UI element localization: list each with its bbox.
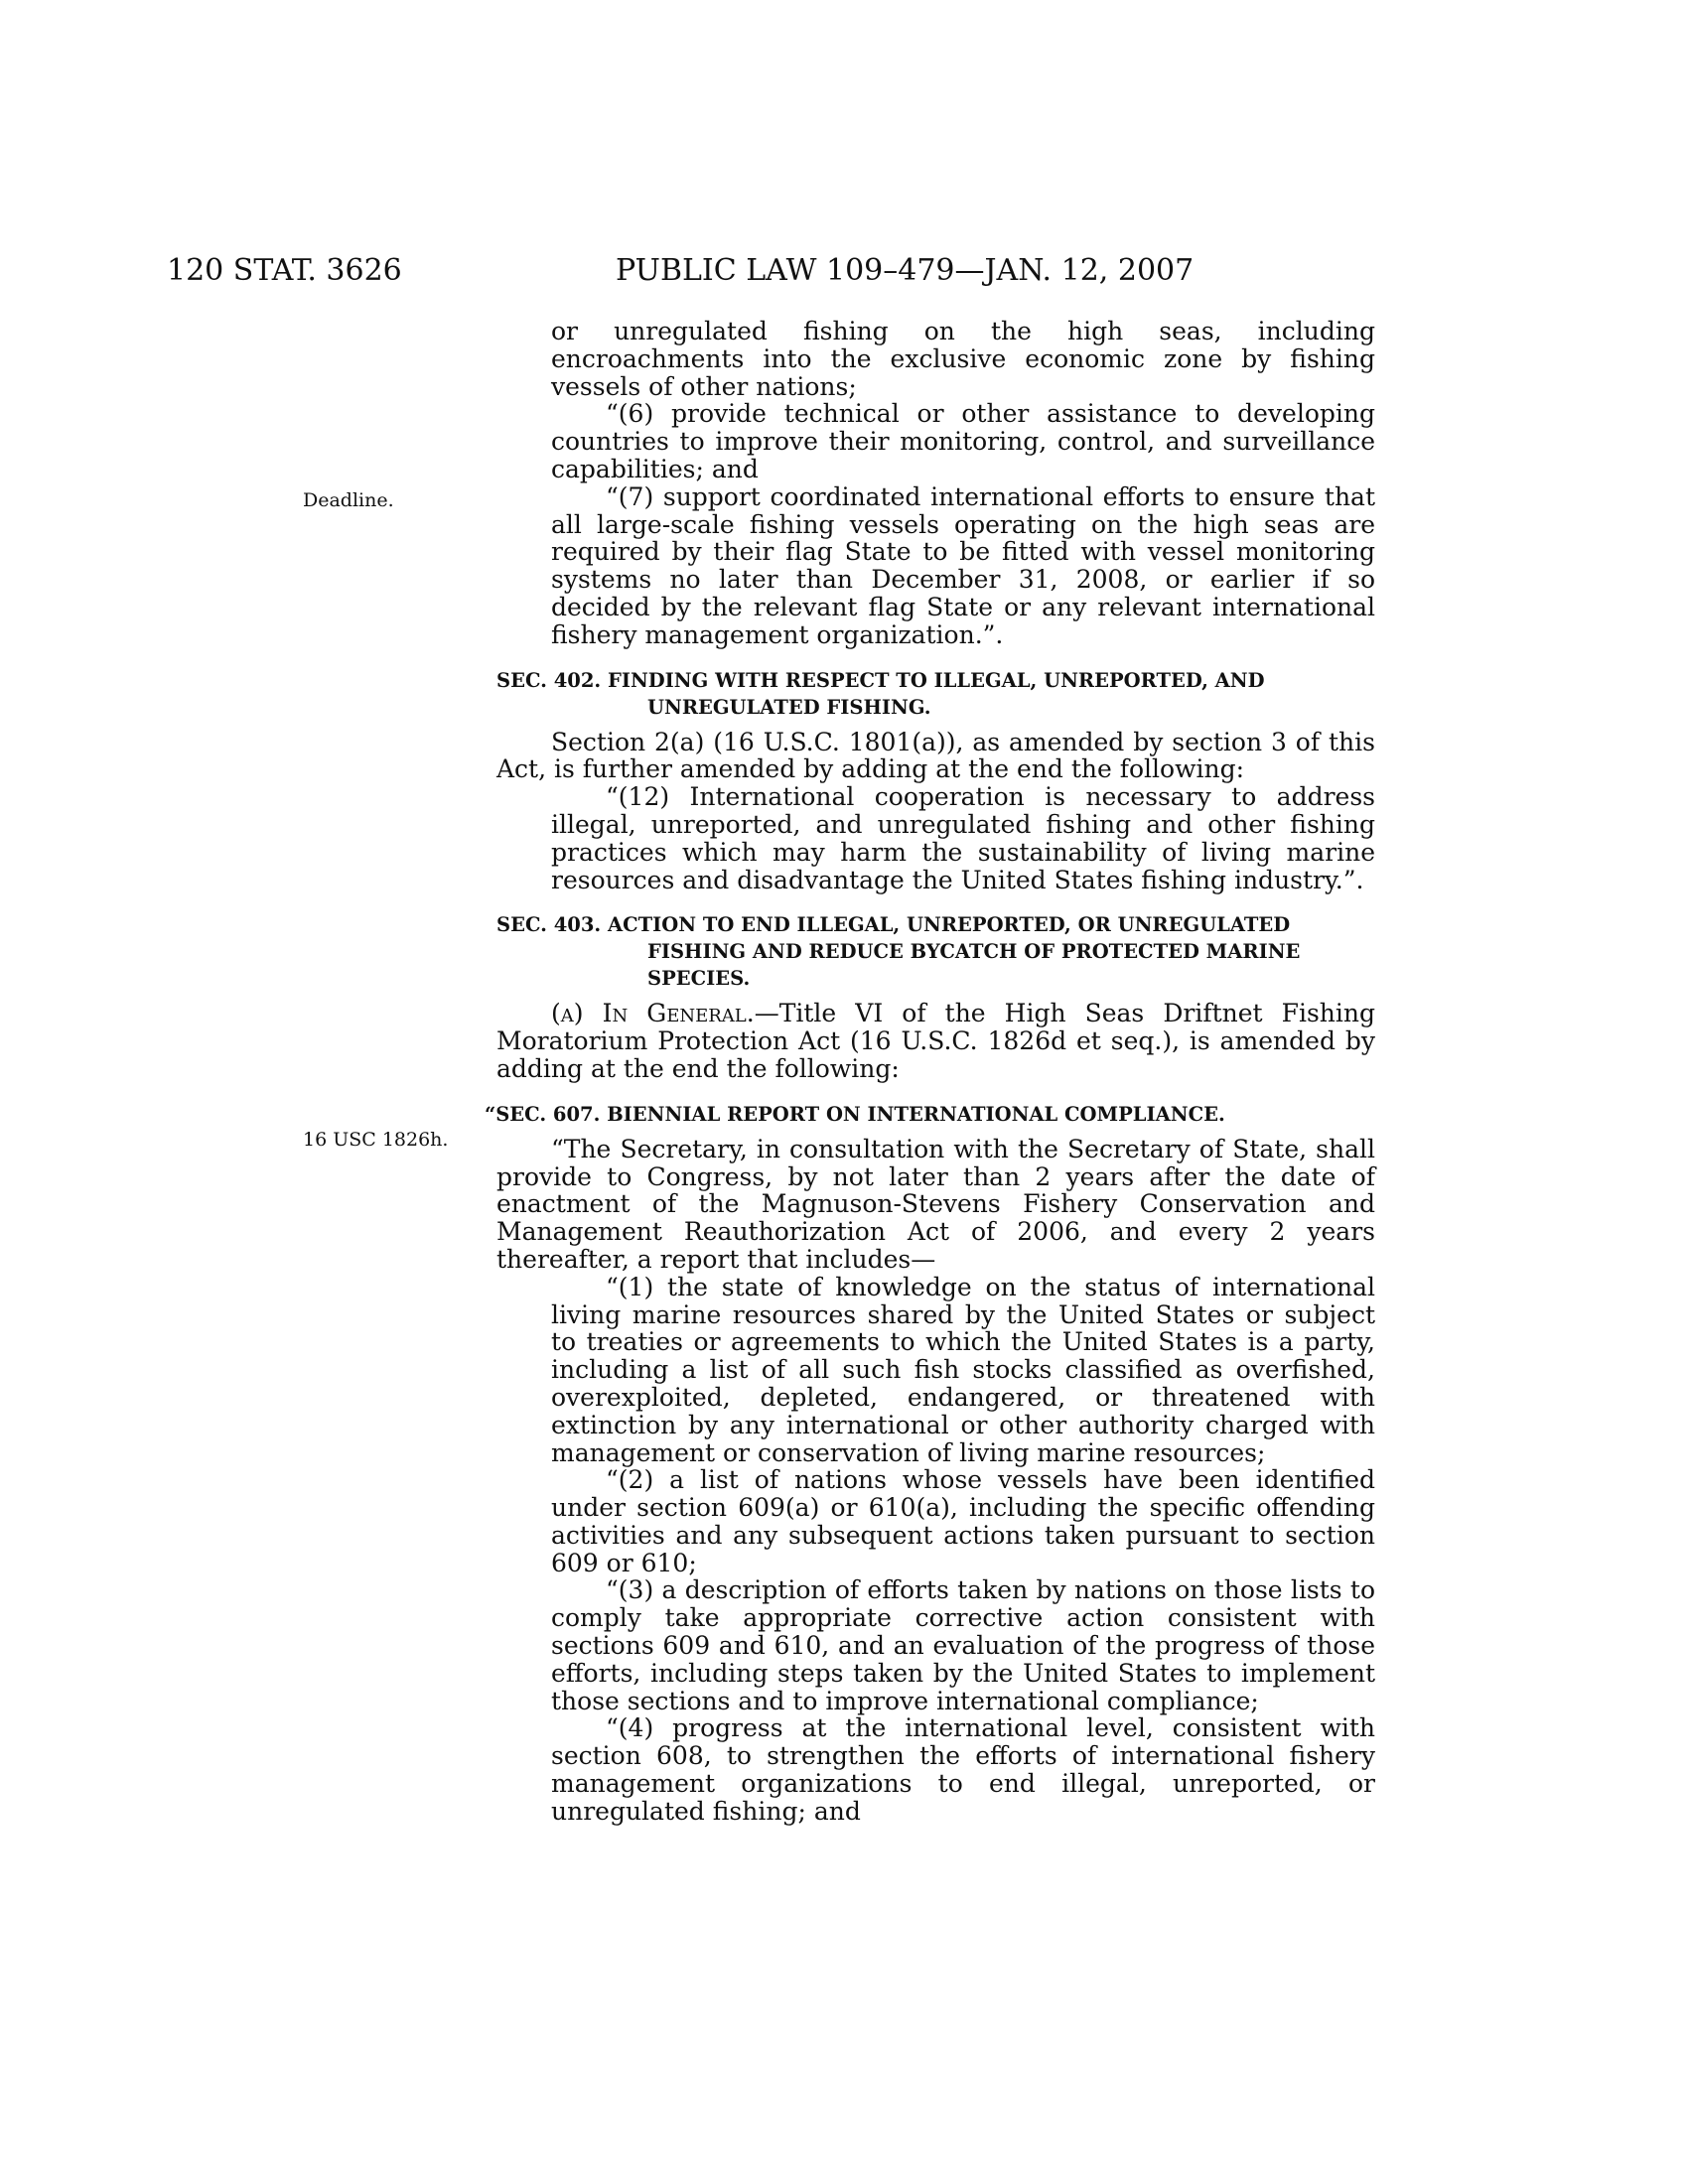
section-402-heading: SEC. 402. FINDING WITH RESPECT TO ILLEGAL, UNREPORTED, AND UNREGULATED FISHING.	[496, 668, 1265, 719]
list-item-1: “(1) the state of knowledge on the status of international living marine resources shared by the United States or subject to treaties or agreements to which the United States is a party, including a list of all such fish stocks classified as overfished, overexploited, depleted, endangered, or threatened with extinction by any international or other authority charged with management or conservation of living marine resources;	[551, 1272, 1375, 1467]
continuation-paragraph: or unregulated fishing on the high seas, including encroachments into the exclusive economic zone by fishing vessels of other nations;	[551, 317, 1375, 401]
page-reference: 120 STAT. 3626	[167, 253, 402, 288]
subsection-a-label: (a) In General.	[551, 999, 755, 1028]
list-item-4: “(4) progress at the international level, consistent with section 608, to strengthen the efforts of international fishery management organizations to end illegal, unreported, or unregulated fishing; and	[551, 1713, 1375, 1826]
list-item-3: “(3) a description of efforts taken by nations on those lists to comply take appropriate corrective action consistent with sections 609 and 610, and an evaluation of the progress of those efforts, including steps taken by the United States to implement those sections and to improve international compliance;	[551, 1575, 1375, 1715]
section-403-heading: SEC. 403. ACTION TO END ILLEGAL, UNREPORTED, OR UNREGULATED FISHING AND REDUCE BYCATCH OF PROTECTED MARINE SPECIES.	[496, 913, 1301, 991]
list-item-6: “(6) provide technical or other assistance to developing countries to improve their monitoring, control, and surveillance capabilities; and	[551, 399, 1375, 483]
margin-note-deadline: Deadline.	[303, 489, 394, 511]
document-body	[485, 317, 1375, 1826]
list-item-2: “(2) a list of nations whose vessels have been identified under section 609(a) or 610(a), including the specific offending activities and any subsequent actions taken pursuant to section 609 or 610;	[551, 1465, 1375, 1577]
section-403-subsection-a	[496, 1000, 1375, 1082]
section-607-paragraph: “The Secretary, in consultation with the Secretary of State, shall provide to Congress, by not later than 2 years after the date of enactment of the Magnuson-Stevens Fishery Conservation and Management Reauthorization Act of 2006, and every 2 years thereafter, a report that includes—	[496, 1134, 1375, 1274]
section-607-heading: “SEC. 607. BIENNIAL REPORT ON INTERNATIONAL COMPLIANCE.	[485, 1102, 1225, 1126]
section-402-item-12: “(12) International cooperation is necessary to address illegal, unreported, and unregulated fishing and other fishing practices which may harm the sustainability of living marine resources and disadvantage the United States fishing industry.”.	[551, 782, 1375, 894]
subsection-a-text: —Title VI of the High Seas Driftnet Fishing Moratorium Protection Act (16 U.S.C. 1826d et seq.), is amended by adding at the end the following:	[496, 999, 1375, 1083]
section-402-paragraph: Section 2(a) (16 U.S.C. 1801(a)), as amended by section 3 of this Act, is further amended by adding at the end the following:	[496, 727, 1375, 784]
list-item-7: “(7) support coordinated international efforts to ensure that all large-scale fishing vessels operating on the high seas are required by their flag State to be fitted with vessel monitoring systems no later than December 31, 2008, or earlier if so decided by the relevant flag State or any relevant international fishery management organization.”.	[551, 481, 1375, 649]
page-title: PUBLIC LAW 109–479—JAN. 12, 2007	[616, 253, 1195, 288]
margin-note-usc: 16 USC 1826h.	[303, 1129, 449, 1151]
